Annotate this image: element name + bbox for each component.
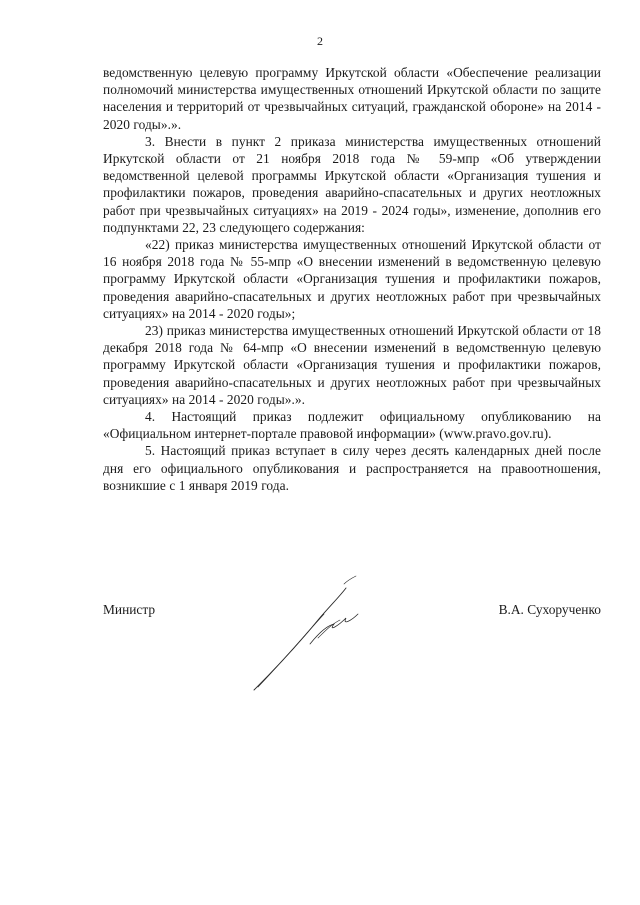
page-number: 2 (317, 34, 323, 48)
signatory-title: Министр (103, 602, 156, 617)
paragraph-program-continuation: ведомственную целевую программу Иркутской области «Обеспечение реализации полномочий министерства имущественных отношений Иркутской области по защите населения и территорий от чрезвычайных ситуаций, гражданской обороне» на 2014 - 2020 годы».». (103, 65, 601, 132)
handwritten-signature (248, 566, 378, 696)
document-body (103, 64, 601, 494)
signature-block (103, 602, 601, 622)
signatory-name: В.А. Сухорученко (498, 602, 601, 617)
paragraph-subitem-22: «22) приказ министерства имущественных отношений Иркутской области от 16 ноября 2018 года № 55-мпр «О внесении изменений в ведомственную целевую программу Иркутской области «Организация тушения и профилактики пожаров, проведения аварийно-спасательных и других неотложных работ при чрезвычайных ситуациях» на 2014 - 2020 годы»; (103, 237, 601, 321)
paragraph-item-5: 5. Настоящий приказ вступает в силу через десять календарных дней после дня его официального опубликования и распространяется на правоотношения, возникшие с 1 января 2019 года. (103, 443, 601, 493)
paragraph-subitem-23: 23) приказ министерства имущественных отношений Иркутской области от 18 декабря 2018 года № 64-мпр «О внесении изменений в ведомственную целевую программу Иркутской области «Организация тушения и профилактики пожаров, проведения аварийно-спасательных и других неотложных работ при чрезвычайных ситуациях» на 2014 - 2020 годы».». (103, 323, 601, 407)
paragraph-item-3: 3. Внести в пункт 2 приказа министерства имущественных отношений Иркутской области от 21 ноября 2018 года № 59-мпр «Об утверждении ведомственной целевой программы Иркутской области «Организация тушения и профилактики пожаров, проведения аварийно-спасательных и других неотложных работ при чрезвычайных ситуациях» на 2019 - 2024 годы», изменение, дополнив его подпунктами 22, 23 следующего содержания: (103, 133, 601, 235)
paragraph-item-4: 4. Настоящий приказ подлежит официальному опубликованию на «Официальном интернет-портале правовой информации» (www.pravo.gov.ru). (103, 409, 601, 442)
